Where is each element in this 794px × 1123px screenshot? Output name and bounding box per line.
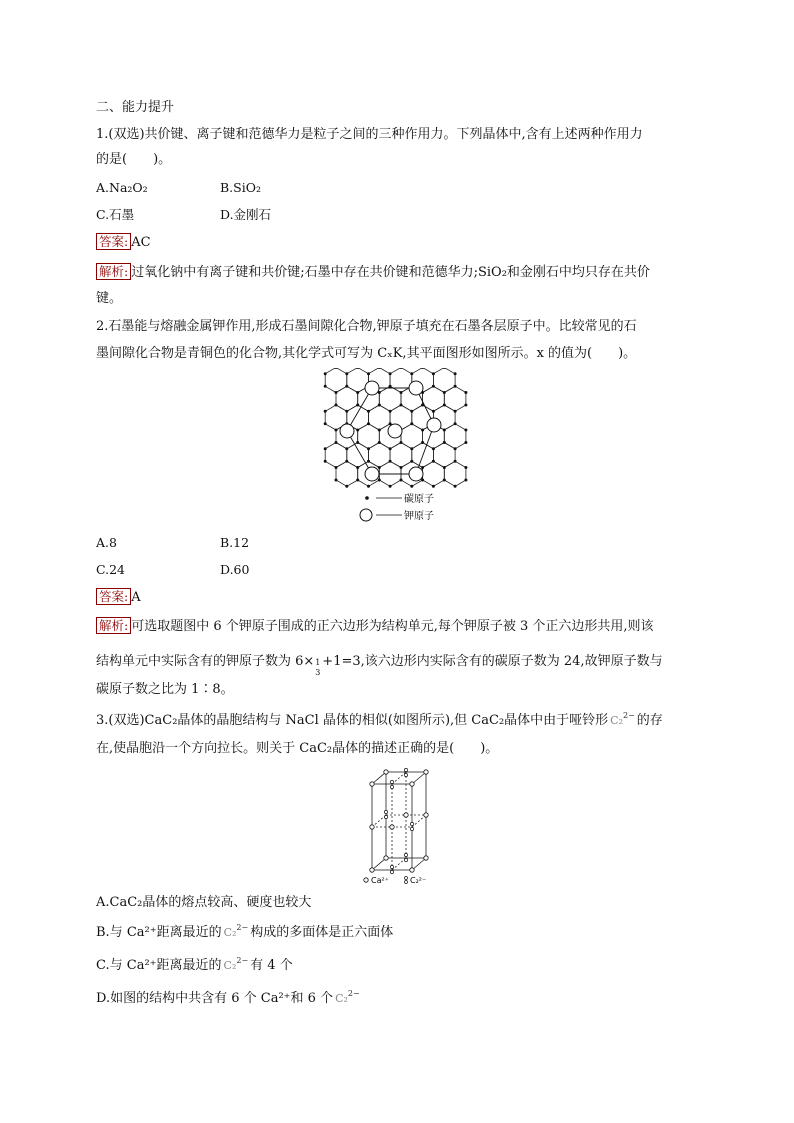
carbon-atom [443, 404, 446, 407]
q2-analysis-text1: 可选取题图中 6 个钾原子围成的正六边形为结构单元,每个钾原子被 3 个正六边形共用,则该 [131, 619, 654, 634]
answer-tag: 答案: [96, 233, 131, 250]
carbon-atom [432, 385, 435, 388]
graphite-intercalation-figure [320, 368, 480, 528]
q2-option-d: D.60 [220, 562, 250, 577]
q1-option-c: C.石墨 [96, 207, 135, 222]
carbon-atom [421, 466, 424, 469]
cac2-unit-cell-figure [360, 766, 450, 888]
ion-charge: 2− [623, 711, 635, 720]
carbon-atom [410, 447, 413, 450]
q1-analysis-line2: 键。 [96, 291, 123, 306]
carbon-atom [367, 460, 370, 463]
carbon-atom [464, 441, 467, 444]
carbon-atom [432, 447, 435, 450]
q3-option-c [96, 958, 293, 975]
carbon-atom [400, 479, 403, 482]
carbon-atom [335, 404, 338, 407]
q2-option-a: A.8 [96, 535, 117, 550]
carbon-atom [432, 460, 435, 463]
legend-c2-label: C₂²⁻ [410, 876, 427, 885]
legend-potassium-circle [360, 509, 372, 521]
carbon-atom [345, 410, 348, 413]
legend-carbon-label: 碳原子 [404, 494, 434, 505]
carbon-hexagon [390, 368, 412, 393]
carbon-atom [410, 422, 413, 425]
carbon-hexagon [390, 443, 412, 468]
carbon-atom [464, 404, 467, 407]
carbon-atom [356, 441, 359, 444]
carbon-atom [356, 479, 359, 482]
carbon-atom [464, 429, 467, 432]
q1-option-b: B.SiO₂ [220, 180, 261, 195]
q1-option-d: D.金刚石 [220, 207, 272, 222]
carbon-atom [367, 447, 370, 450]
carbon-atom [454, 410, 457, 413]
legend-carbon-dot [365, 496, 369, 500]
carbon-atom [432, 410, 435, 413]
carbon-hexagon [336, 386, 358, 411]
legend-c2-dumbbell-bottom [405, 881, 408, 884]
q1-stem-line2: 的是( )。 [96, 152, 172, 167]
carbon-atom [356, 404, 359, 407]
carbon-atom [432, 372, 435, 375]
q3-stem-pre: 3.(双选)CaC₂晶体的晶胞结构与 NaCl 晶体的相似(如图所示),但 CaC₂晶体中由于哑铃形 [96, 713, 609, 728]
ion-charge: 2− [347, 989, 360, 998]
q2-analysis-text2-pre: 结构单元中实际含有的钾原子数为 6× [96, 654, 315, 669]
carbon-atom [443, 368, 446, 369]
carbon-atom [378, 429, 381, 432]
carbon-hexagon [444, 461, 466, 486]
carbon-atom [432, 485, 435, 488]
ion-charge: 2− [236, 956, 249, 965]
q3-stem-line2: 在,使晶胞沿一个方向拉长。则关于 CaC₂晶体的描述正确的是( )。 [96, 741, 499, 756]
carbon-hexagon [347, 443, 369, 468]
c2-ion-symbol [224, 958, 249, 975]
carbon-atom [378, 368, 381, 369]
carbon-atom [378, 441, 381, 444]
carbon-atom [335, 391, 338, 394]
carbon-atom [464, 391, 467, 394]
carbon-atom [443, 441, 446, 444]
carbon-atom [464, 466, 467, 469]
carbon-atom [345, 460, 348, 463]
carbon-atom [464, 479, 467, 482]
carbon-atom [378, 466, 381, 469]
carbon-atom [356, 466, 359, 469]
q2-analysis-line2 [96, 654, 663, 677]
carbon-atom [324, 422, 327, 425]
carbon-atom [345, 447, 348, 450]
carbon-atom [443, 429, 446, 432]
ion-formula: C₂ [223, 959, 237, 972]
carbon-atom [324, 460, 327, 463]
carbon-atom [400, 404, 403, 407]
carbon-atom [356, 429, 359, 432]
carbon-atom [421, 429, 424, 432]
carbon-atom [335, 441, 338, 444]
carbon-hexagon [401, 424, 423, 449]
q3-option-d [96, 991, 362, 1008]
q3-option-b-pre: B.与 Ca²⁺距离最近的 [96, 925, 222, 940]
unit-cell-frame [372, 772, 426, 870]
q1-analysis-line1 [96, 264, 650, 281]
carbon-atom [324, 385, 327, 388]
carbon-atom [400, 391, 403, 394]
q2-answer [96, 589, 141, 606]
carbon-atom [410, 485, 413, 488]
carbon-atom [454, 460, 457, 463]
carbon-atom [410, 410, 413, 413]
legend-ca-circle [364, 878, 368, 882]
analysis-tag: 解析: [96, 617, 131, 634]
carbon-atom [400, 368, 403, 369]
carbon-hexagon [433, 368, 455, 393]
carbon-atom [335, 466, 338, 469]
carbon-hexagon [444, 386, 466, 411]
q1-answer-value: AC [131, 235, 151, 250]
carbon-hexagon [379, 386, 401, 411]
carbon-atom [443, 466, 446, 469]
legend-ca-label: Ca²⁺ [371, 876, 389, 885]
q1-answer [96, 234, 151, 251]
q2-analysis-line1 [96, 618, 654, 635]
q3-option-c-pre: C.与 Ca²⁺距离最近的 [96, 958, 222, 973]
q2-stem-line1: 2.石墨能与熔融金属钾作用,形成石墨间隙化合物,钾原子填充在石墨各层原子中。比较常见的石 [96, 319, 637, 334]
carbon-atom [410, 460, 413, 463]
carbon-hexagon [325, 368, 347, 393]
carbon-atom [443, 391, 446, 394]
carbon-atom [367, 410, 370, 413]
carbon-atom [367, 372, 370, 375]
carbon-hexagon [369, 443, 391, 468]
q2-answer-value: A [131, 590, 141, 605]
carbon-hexagon [423, 461, 445, 486]
carbon-hexagon [358, 424, 380, 449]
carbon-atom [454, 422, 457, 425]
carbon-atom [345, 372, 348, 375]
ion-formula: C₂ [223, 926, 237, 939]
carbon-atom [335, 479, 338, 482]
c2-ion-symbol [335, 991, 360, 1008]
carbon-atom [454, 385, 457, 388]
carbon-hexagon [325, 443, 347, 468]
q2-stem-line2: 墨间隙化合物是青铜色的化合物,其化学式可写为 CₓK,其平面图形如图所示。x 的值为( )。 [96, 346, 637, 361]
ion-formula: C₂ [335, 992, 348, 1005]
fraction-denominator: 3 [315, 668, 321, 677]
answer-tag: 答案: [96, 588, 131, 605]
carbon-atom [356, 391, 359, 394]
carbon-atom [324, 447, 327, 450]
carbon-atom [335, 368, 338, 369]
analysis-tag: 解析: [96, 263, 131, 280]
carbon-atom [356, 368, 359, 369]
carbon-atom [389, 447, 392, 450]
legend-c2-dumbbell-top [405, 877, 408, 880]
q3-option-b-post: 构成的多面体是正六面体 [250, 925, 394, 940]
q2-analysis-text2-post: +1=3,该六边形内实际含有的碳原子数为 24,故钾原子数与 [322, 654, 663, 669]
q1-stem-line1: 1.(双选)共价键、离子键和范德华力是粒子之间的三种作用力。下列晶体中,含有上述两种作用力 [96, 127, 643, 142]
q3-stem-post: 的存 [636, 713, 663, 728]
q3-option-d-pre: D.如图的结构中共含有 6 个 Ca²⁺和 6 个 [96, 991, 334, 1006]
carbon-atom [389, 410, 392, 413]
carbon-hexagon [433, 443, 455, 468]
section-title: 二、能力提升 [96, 100, 175, 115]
carbon-atom [400, 441, 403, 444]
carbon-atom [378, 479, 381, 482]
c2-ion-symbol [224, 925, 249, 942]
q3-option-a: A.CaC₂晶体的熔点较高、硬度也较大 [96, 895, 312, 910]
carbon-atom [443, 479, 446, 482]
carbon-atom [454, 485, 457, 488]
q1-analysis-text1: 过氧化钠中有离子键和共价键;石墨中存在共价键和范德华力;SiO₂和金刚石中均只存在共价 [131, 265, 650, 280]
carbon-atom [389, 485, 392, 488]
carbon-hexagon [444, 424, 466, 449]
ion-charge: 2− [236, 923, 249, 932]
carbon-atom [345, 385, 348, 388]
carbon-atom [345, 485, 348, 488]
carbon-atom [335, 429, 338, 432]
carbon-atom [454, 372, 457, 375]
carbon-atom [324, 410, 327, 413]
carbon-atom [454, 447, 457, 450]
ion-formula: C₂ [610, 714, 623, 727]
carbon-atom [389, 460, 392, 463]
q3-stem-line1 [96, 713, 663, 730]
carbon-atom [378, 404, 381, 407]
carbon-hexagon [336, 461, 358, 486]
q3-option-c-post: 有 4 个 [250, 958, 293, 973]
q3-option-b [96, 925, 393, 942]
carbon-atom [367, 422, 370, 425]
carbon-atom [421, 368, 424, 369]
carbon-hexagon [369, 405, 391, 430]
c2-ion-symbol [610, 713, 635, 730]
carbon-atom [410, 372, 413, 375]
carbon-atom [400, 466, 403, 469]
carbon-atom [421, 441, 424, 444]
q1-option-a: A.Na₂O₂ [96, 180, 148, 195]
q2-analysis-line3: 碳原子数之比为 1∶8。 [96, 682, 234, 697]
q2-option-c: C.24 [96, 562, 125, 577]
carbon-atom [324, 372, 327, 375]
carbon-atom [389, 385, 392, 388]
fraction-numerator: 1 [315, 658, 321, 667]
carbon-atom [367, 485, 370, 488]
q2-option-b: B.12 [220, 535, 250, 550]
legend-potassium-label: 钾原子 [404, 511, 434, 522]
carbon-atom [389, 372, 392, 375]
